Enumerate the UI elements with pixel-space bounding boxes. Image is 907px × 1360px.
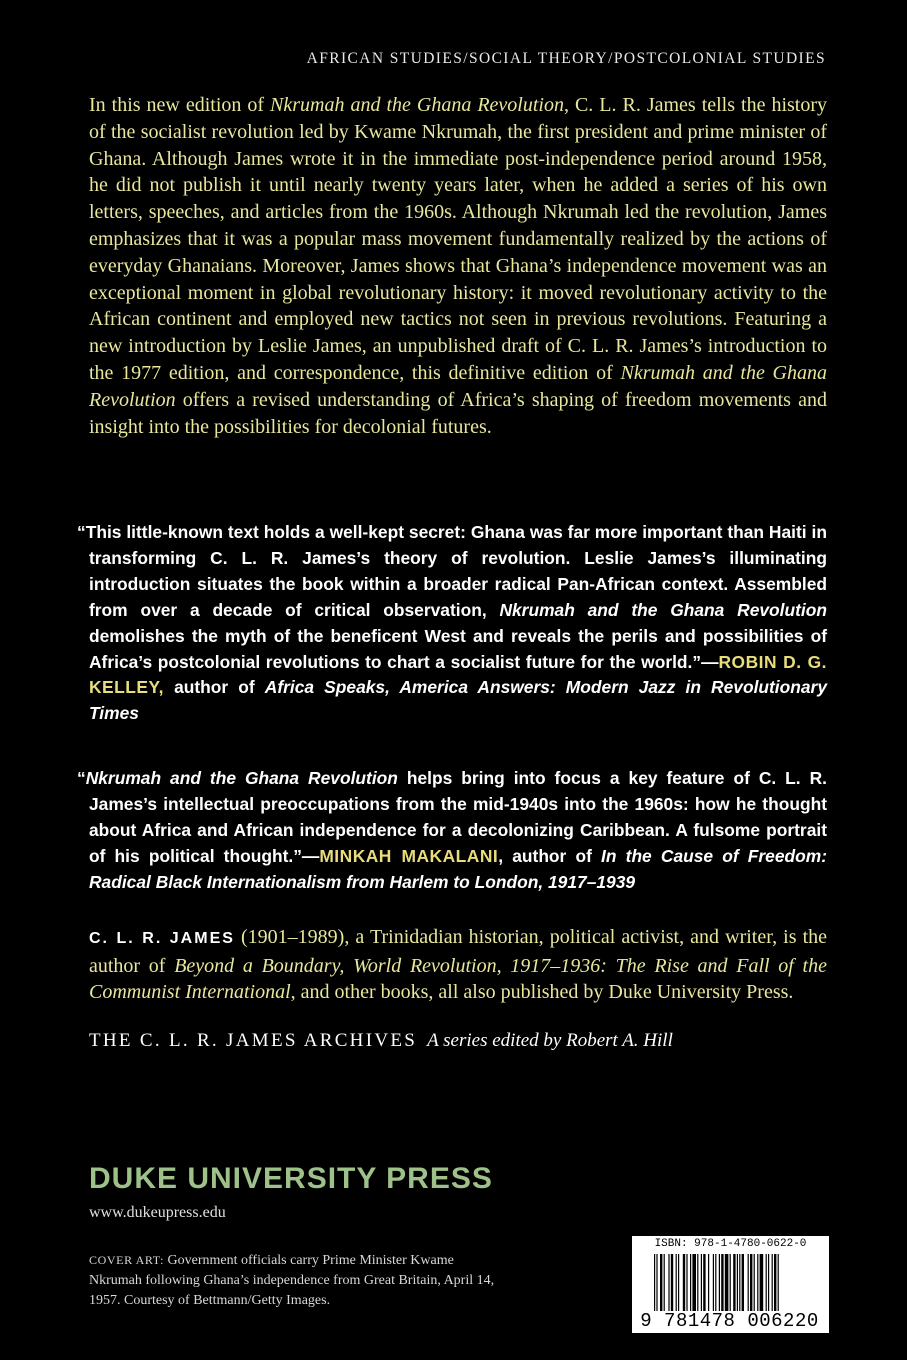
quote2-open-mark: “ xyxy=(77,768,86,788)
series-title: THE C. L. R. JAMES ARCHIVES xyxy=(89,1030,418,1051)
category-line: AFRICAN STUDIES/SOCIAL THEORY/POSTCOLONIAL STUDIES xyxy=(306,50,826,67)
quote1-text-2: demolishes the myth of the beneficent West and reveals the perils and possibilities of Africa’s postcolonial revolutions to chart a socialist future for the world.”— xyxy=(89,625,827,672)
quote2-book-title: Nkrumah and the Ghana Revolution xyxy=(85,768,398,788)
publisher-name: DUKE UNIVERSITY PRESS xyxy=(89,1162,493,1195)
description-part-2: , C. L. R. James tells the history of the socialist revolution led by Kwame Nkrumah, the first president and prime minister of Ghana. Although James wrote it in the immediate post-independence period around 1958, he did not publish it until nearly twenty years later, when he added a series of his own letters, speeches, and articles from the 1960s. Although Nkrumah led the revolution, James emphasizes that it was a popular mass movement fundamentally realized by the actions of everyday Ghanaians. Moreover, James shows that Ghana’s independence movement was an exceptional moment in global revolutionary history: it moved revolutionary activity to the African continent and employed new tactics not seen in previous revolutions. Featuring a new introduction by Leslie James, an unpublished draft of C. L. R. James’s introduction to the 1977 edition, and correspondence, this definitive edition of xyxy=(89,94,827,384)
quote1-book-title: Nkrumah and the Ghana Revolution xyxy=(499,599,827,620)
quote2-endorser-name: MINKAH MAKALANI xyxy=(319,845,499,866)
author-books: Beyond a Boundary, World Revolution, 1917–1936: The Rise and Fall of the Communist International xyxy=(89,954,827,1003)
description-book-title-2: Nkrumah and the Ghana Revolution xyxy=(89,361,827,411)
series-editor: A series edited by Robert A. Hill xyxy=(427,1030,673,1051)
publisher-website[interactable]: www.dukeupress.edu xyxy=(89,1204,226,1221)
quote1-endorser-book: Africa Speaks, America Answers: Modern Jazz in Revolutionary Times xyxy=(89,677,827,724)
cover-art-text: Government officials carry Prime Minister Kwame Nkrumah following Ghana’s independence from Great Britain, April 14, 1957. Courtesy of Bettmann/Getty Images. xyxy=(89,1253,495,1308)
description-part-3: offers a revised understanding of Africa’s shaping of freedom movements and insight into the possibilities for decolonial futures. xyxy=(89,388,827,438)
quote1-text-1: “This little-known text holds a well-kept secret: Ghana was far more important than Haiti in transforming C. L. R. James’s theory of revolution. Leslie James’s illuminating introduction situates the book within a broader radical Pan-African context. Assembled from over a decade of critical observation, xyxy=(77,522,827,620)
description-part-1: In this new edition of xyxy=(89,94,271,116)
book-description xyxy=(89,92,827,440)
author-bio xyxy=(89,924,827,1006)
barcode-digits: 9 781478 006220 xyxy=(632,1311,827,1331)
quote2-endorser-book: In the Cause of Freedom: Radical Black Internationalism from Harlem to London, 1917–1939 xyxy=(89,845,828,892)
quote2-text-2: , author of xyxy=(498,845,602,866)
endorsement-makalani xyxy=(77,766,828,896)
series-line xyxy=(89,1030,673,1052)
description-book-title: Nkrumah and the Ghana Revolution xyxy=(270,94,564,116)
quote1-text-3: author of xyxy=(164,677,265,698)
quote1-endorser-name: ROBIN D. G. KELLEY, xyxy=(89,651,827,698)
isbn-barcode xyxy=(632,1236,829,1333)
quote2-text-1: helps bring into focus a key feature of C. L. R. James’s intellectual preoccupations from the mid-1940s into the 1960s: how he thought about Africa and African independence for a decolonizing Caribbean. A fulsome portrait of his political thought.”— xyxy=(89,768,827,866)
cover-art-credit xyxy=(89,1250,509,1311)
author-bio-text-1: (1901–1989), a Trinidadian historian, political activist, and writer, is the author of xyxy=(89,926,828,977)
isbn-label: ISBN: 978-1-4780-0622-0 xyxy=(654,1238,807,1250)
endorsement-kelley xyxy=(77,520,827,727)
cover-art-label: COVER ART: xyxy=(89,1253,165,1267)
author-bio-text-2: , and other books, all also published by Duke University Press. xyxy=(290,981,794,1003)
author-name: C. L. R. JAMES xyxy=(89,930,235,947)
